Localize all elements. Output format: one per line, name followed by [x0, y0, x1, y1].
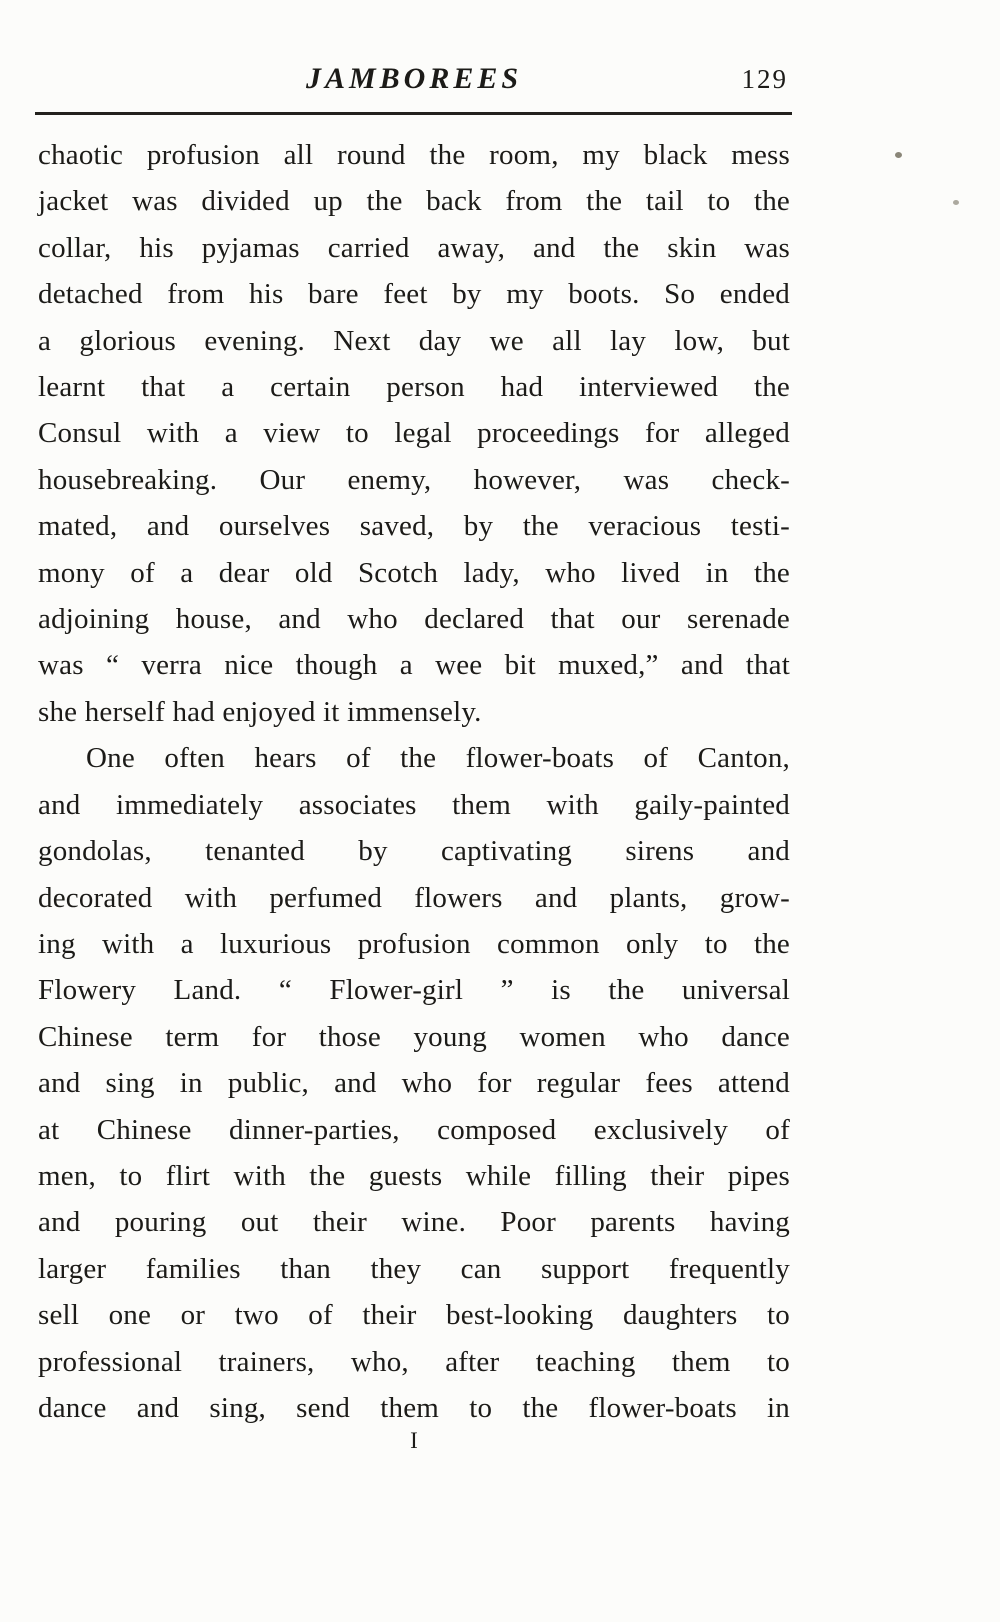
signature-mark: I	[410, 1428, 418, 1453]
text-line: larger families than they can support frequently	[38, 1252, 790, 1285]
text-line: a glorious evening. Next day we all lay low, but	[38, 324, 790, 357]
running-head	[38, 62, 790, 106]
text-line: mony of a dear old Scotch lady, who lived in the	[38, 556, 790, 589]
text-line: collar, his pyjamas carried away, and the skin was	[38, 231, 790, 264]
text-line: sell one or two of their best-looking daughters to	[38, 1299, 790, 1332]
text-line: and pouring out their wine. Poor parents having	[38, 1206, 790, 1239]
text-line: mated, and ourselves saved, by the veracious testi-	[38, 510, 790, 543]
text-line: professional trainers, who, after teaching them to	[38, 1345, 790, 1378]
text-line: and immediately associates them with gaily-painted	[38, 788, 790, 821]
text-line: chaotic profusion all round the room, my black mess	[38, 139, 790, 171]
text-line: at Chinese dinner-parties, composed exclusively of	[38, 1113, 790, 1146]
text-line: gondolas, tenanted by captivating sirens and	[38, 835, 790, 868]
text-line: Flowery Land. “ Flower-girl ” is the universal	[38, 974, 790, 1007]
paragraph	[38, 132, 790, 735]
text-line: she herself had enjoyed it immensely.	[38, 695, 482, 728]
page-body	[38, 132, 790, 1431]
scan-speck	[895, 152, 902, 158]
text-line: detached from his bare feet by my boots. So ended	[38, 278, 790, 311]
running-title: JAMBOREES	[305, 62, 523, 95]
text-line: Consul with a view to legal proceedings for alleged	[38, 417, 790, 450]
text-line: Chinese term for those young women who dance	[38, 1020, 790, 1053]
text-line: decorated with perfumed flowers and plants, grow-	[38, 881, 790, 914]
text-line: learnt that a certain person had interviewed the	[38, 371, 790, 404]
text-line: jacket was divided up the back from the tail to the	[38, 185, 790, 218]
page-number: 129	[741, 64, 788, 94]
header-rule	[35, 112, 792, 115]
text-line: was “ verra nice though a wee bit muxed,” and that	[38, 649, 790, 682]
text-line: men, to flirt with the guests while filling their pipes	[38, 1159, 790, 1192]
paragraph	[38, 735, 790, 1431]
scan-speck	[953, 200, 959, 205]
text-line: housebreaking. Our enemy, however, was check-	[38, 463, 790, 496]
text-line: dance and sing, send them to the flower-boats in	[38, 1391, 790, 1424]
text-line: One often hears of the flower-boats of Canton,	[86, 742, 790, 775]
text-line: and sing in public, and who for regular fees attend	[38, 1067, 790, 1100]
text-line: ing with a luxurious profusion common only to the	[38, 927, 790, 960]
text-line: adjoining house, and who declared that our serenade	[38, 603, 790, 636]
